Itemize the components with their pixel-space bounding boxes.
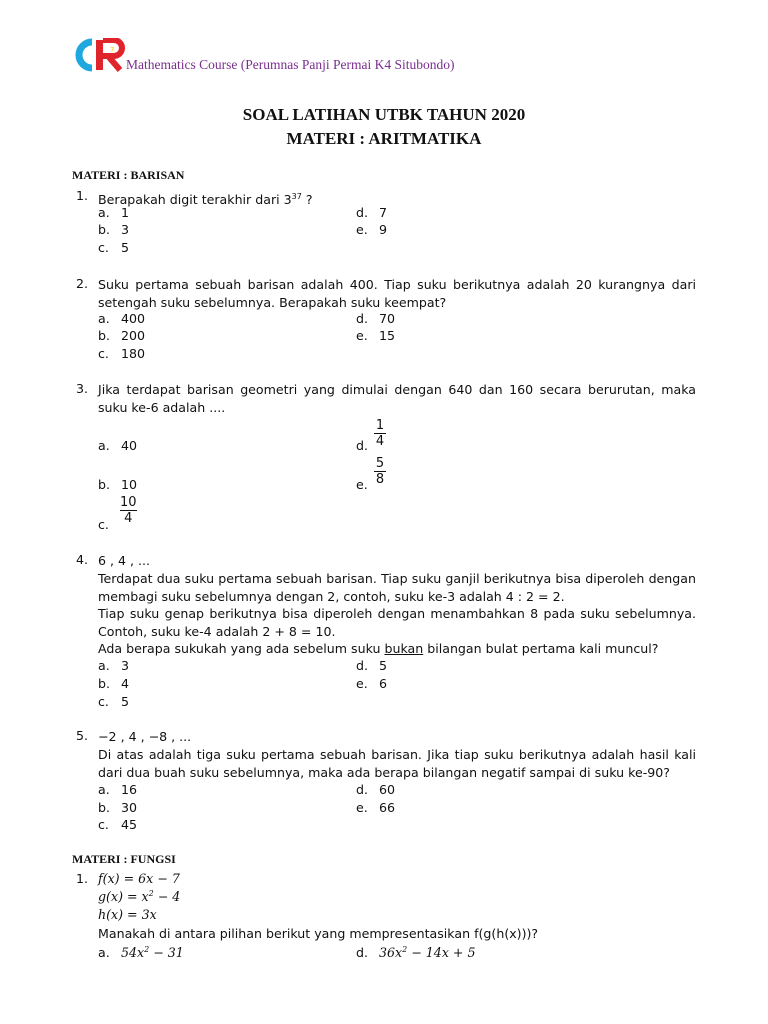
q2-number: 2. <box>76 276 89 291</box>
q3-option-d: d. <box>356 438 368 453</box>
q1-option-e: e. 9 <box>356 222 388 237</box>
q5-option-e: e. 66 <box>356 800 396 815</box>
q4-option-a: a. 3 <box>98 658 130 673</box>
course-name: Mathematics Course (Perumnas Panji Permai K4 Situbondo) <box>126 57 455 72</box>
q2-option-d: d. 70 <box>356 311 396 326</box>
q5-option-b: b. 30 <box>98 800 138 815</box>
q3-text: Jika terdapat barisan geometri yang dimulai dengan 640 dan 160 secara berurutan, maka suku ke-6 adalah .... <box>98 382 696 415</box>
q1-option-d: d. 7 <box>356 205 388 220</box>
q5-option-c: c. 45 <box>98 817 138 832</box>
f1-number: 1. <box>76 871 89 886</box>
q5-option-a: a. 16 <box>98 782 138 797</box>
q5-number: 5. <box>76 728 89 743</box>
q3-option-e: e. <box>356 477 368 492</box>
q1-text: Berapakah digit terakhir dari $3^{37}$ ? <box>98 192 313 208</box>
q2-text: Suku pertama sebuah barisan adalah 400. Tiap suku berikutnya adalah 20 kurangnya dari setengah suku sebelumnya. Berapakah suku keempat? <box>98 277 696 310</box>
svg-text:7: 7 <box>110 46 115 54</box>
f1-function-g: $g(x) = x^2 - 4$ <box>98 889 181 905</box>
q4-option-e: e. 6 <box>356 676 388 691</box>
q5-text: Di atas adalah tiga suku pertama sebuah barisan. Jika tiap suku berikutnya adalah hasil kali dari dua buah suku sebelumnya, maka ada berapa bilangan negatif sampai di suku ke-90? <box>98 747 696 780</box>
f1-function-f: f(x) = 6x − 7 <box>98 871 180 886</box>
section-barisan: MATERI : BARISAN <box>72 168 185 182</box>
q3-option-e-fraction: 5 8 <box>375 456 385 487</box>
q1-option-c: c. 5 <box>98 240 130 255</box>
q4-sequence: 6 , 4 , ... <box>98 553 151 568</box>
q1-number: 1. <box>76 188 89 203</box>
section-fungsi: MATERI : FUNGSI <box>72 852 176 866</box>
q2-option-e: e. 15 <box>356 328 396 343</box>
q4-paragraph-3: Ada berapa sukukah yang ada sebelum suku bukan bilangan bulat pertama kali muncul? <box>98 641 659 656</box>
q4-number: 4. <box>76 552 89 567</box>
q3-option-c: c. <box>98 517 109 532</box>
q4-option-c: c. 5 <box>98 694 130 709</box>
q3-number: 3. <box>76 381 89 396</box>
f1-option-a: a. $54x^2 - 31$ <box>98 945 184 961</box>
f1-question: Manakah di antara pilihan berikut yang mempresentasikan f(g(h(x)))? <box>98 926 539 941</box>
q3-option-a: a. 40 <box>98 438 138 453</box>
q1-option-b: b. 3 <box>98 222 130 237</box>
q5-sequence: −2 , 4 , −8 , ... <box>98 729 192 744</box>
q3-option-b: b. 10 <box>98 477 138 492</box>
q4-paragraph-2: Tiap suku genap berikutnya bisa diperoleh dengan menambahkan 8 pada suku sebelumnya. Contoh, suku ke-4 adalah 2 + 8 = 10. <box>98 606 696 639</box>
q4-option-d: d. 5 <box>356 658 388 673</box>
q2-option-b: b. 200 <box>98 328 146 343</box>
q2-option-c: c. 180 <box>98 346 146 361</box>
q5-option-d: d. 60 <box>356 782 396 797</box>
page-title: SOAL LATIHAN UTBK TAHUN 2020 <box>242 105 526 124</box>
q4-option-b: b. 4 <box>98 676 130 691</box>
q1-option-a: a. 1 <box>98 205 130 220</box>
q4-paragraph-1: Terdapat dua suku pertama sebuah barisan. Tiap suku ganjil berikutnya bisa diperoleh dengan membagi suku sebelumnya dengan 2, contoh, suku ke-3 adalah 4 : 2 = 2. <box>98 571 696 604</box>
q2-option-a: a. 400 <box>98 311 146 326</box>
page-subtitle: MATERI : ARITMATIKA <box>286 129 482 148</box>
q3-option-d-fraction: 1 4 <box>375 418 385 449</box>
course-logo <box>70 38 126 72</box>
f1-function-h: h(x) = 3x <box>98 907 157 922</box>
f1-option-d: d. $36x^2 - 14x + 5$ <box>356 945 476 961</box>
q3-option-c-fraction: 10 4 <box>120 495 137 526</box>
